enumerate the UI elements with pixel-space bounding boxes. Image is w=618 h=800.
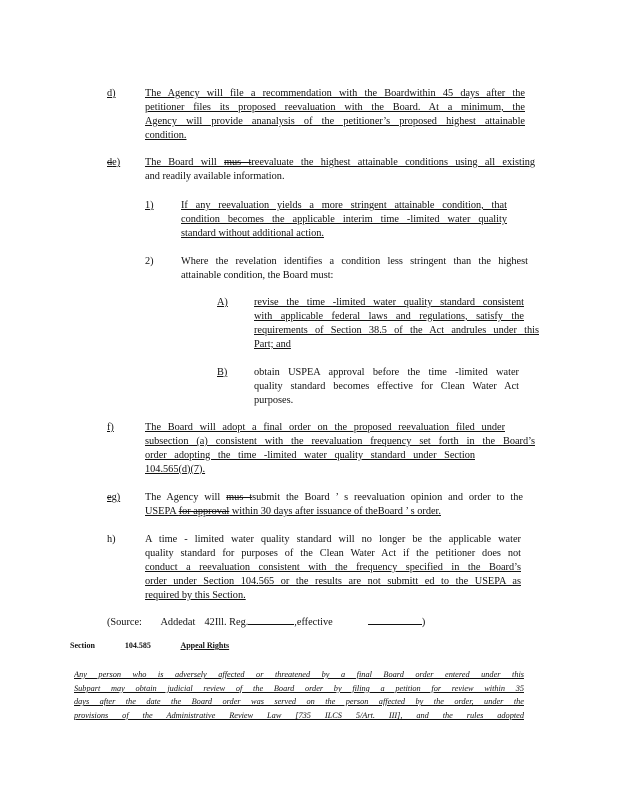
para-f-line: subsection (a) consistent with the reevaluation frequency set forth in the Board’s <box>145 435 535 447</box>
para-e2B-line: obtain USPEA approval before the time -limited water <box>254 367 519 378</box>
appeal-line: Any person who is adversely affected or threatened by a final Board order entered under this <box>74 670 524 679</box>
para-e1-text <box>181 199 507 241</box>
section-heading: Section 104.585 Appeal Rights <box>70 641 230 650</box>
para-e-text <box>145 156 535 184</box>
para-e2A-line: revise the time -limited water quality standard consistent <box>254 297 524 308</box>
para-e2-label: 2) <box>145 256 154 267</box>
para-e2-text <box>181 255 528 283</box>
para-e1-line: standard without additional action. <box>181 227 324 239</box>
para-e2B-label: B) <box>217 367 228 378</box>
para-e-line: The Board will mus treevaluate the highest attainable conditions using all existing <box>145 157 535 168</box>
para-f-line: 104.565(d)(7). <box>145 463 206 475</box>
para-e1-label: 1) <box>145 200 154 211</box>
para-e2A-line: requirements of Section 38.5 of the Act andrules under this <box>254 324 539 336</box>
para-d-line: Agency will provide ananalysis of the petitioner’s proposed highest attainable <box>145 115 525 127</box>
para-e2A-line: with applicable federal laws and regulations, satisfy the <box>254 310 524 322</box>
appeal-line: days after the date the Board order was served on the person affected by the order, under the <box>74 697 524 707</box>
para-d-line: condition. <box>145 129 187 141</box>
para-e2B-line: quality standard becomes effective for Clean Water Act <box>254 380 519 392</box>
para-f-line: order adopting the time -limited water quality standard under Section <box>145 449 475 461</box>
para-h-label: h) <box>107 534 116 545</box>
para-d-label: d) <box>107 88 116 99</box>
para-f-label: f) <box>107 422 114 433</box>
para-e1-line: If any reevaluation yields a more stringent attainable condition, that <box>181 200 507 211</box>
para-e2B-line: purposes. <box>254 394 294 406</box>
para-h-line: A time - limited water quality standard will no longer be the applicable water <box>145 534 521 545</box>
para-e1-line: condition becomes the applicable interim time -limited water quality <box>181 213 507 225</box>
para-d-line: The Agency will file a recommendation with the Boardwithin 45 days after the <box>145 88 525 99</box>
para-h-text <box>145 533 521 603</box>
para-g-line: USEPA for approval within 30 days after issuance of theBoard ’ s order. <box>145 505 441 517</box>
para-e2B-text <box>254 366 519 408</box>
para-e2A-label: A) <box>217 297 228 308</box>
source-note: (Source: Addedat 42Ill. Reg. ,effective ) <box>107 617 426 628</box>
para-e-line: and readily available information. <box>145 170 285 182</box>
para-d-text <box>145 87 525 143</box>
para-h-line: order under Section 104.565 or the results are not submitt ed to the USEPA as <box>145 575 521 587</box>
para-e2A-line: Part; and <box>254 338 291 350</box>
para-f-text <box>145 421 535 477</box>
appeal-line: Subpart may obtain judicial review of the Board order by filing a petition for review within 35 <box>74 683 524 693</box>
appeal-line: provisions of the Administrative Review Law [735 ILCS 5/Art. III], and the rules adopted <box>74 710 524 720</box>
para-h-line: conduct a reevaluation consistent with the frequency specified in the Board’s <box>145 561 521 573</box>
para-h-line: required by this Section. <box>145 589 246 601</box>
para-e2A-text <box>254 296 539 352</box>
para-g-label: eg) <box>107 492 121 503</box>
para-h-line: quality standard for purposes of the Clean Water Act if the petitioner does not <box>145 547 521 559</box>
para-d-line: petitioner files its proposed reevaluation with the Board. At a minimum, the <box>145 101 525 113</box>
para-f-line: The Board will adopt a final order on the proposed reevaluation filed under <box>145 422 505 433</box>
para-e2-line: attainable condition, the Board must: <box>181 269 334 281</box>
para-e2-line: Where the revelation identifies a condition less stringent than the highest <box>181 256 528 267</box>
para-g-text <box>145 491 523 519</box>
appeal-rights-text <box>74 668 524 722</box>
para-g-line: The Agency will mus tsubmit the Board ’ s reevaluation opinion and order to the <box>145 492 523 503</box>
para-e-label: de) <box>107 157 121 168</box>
